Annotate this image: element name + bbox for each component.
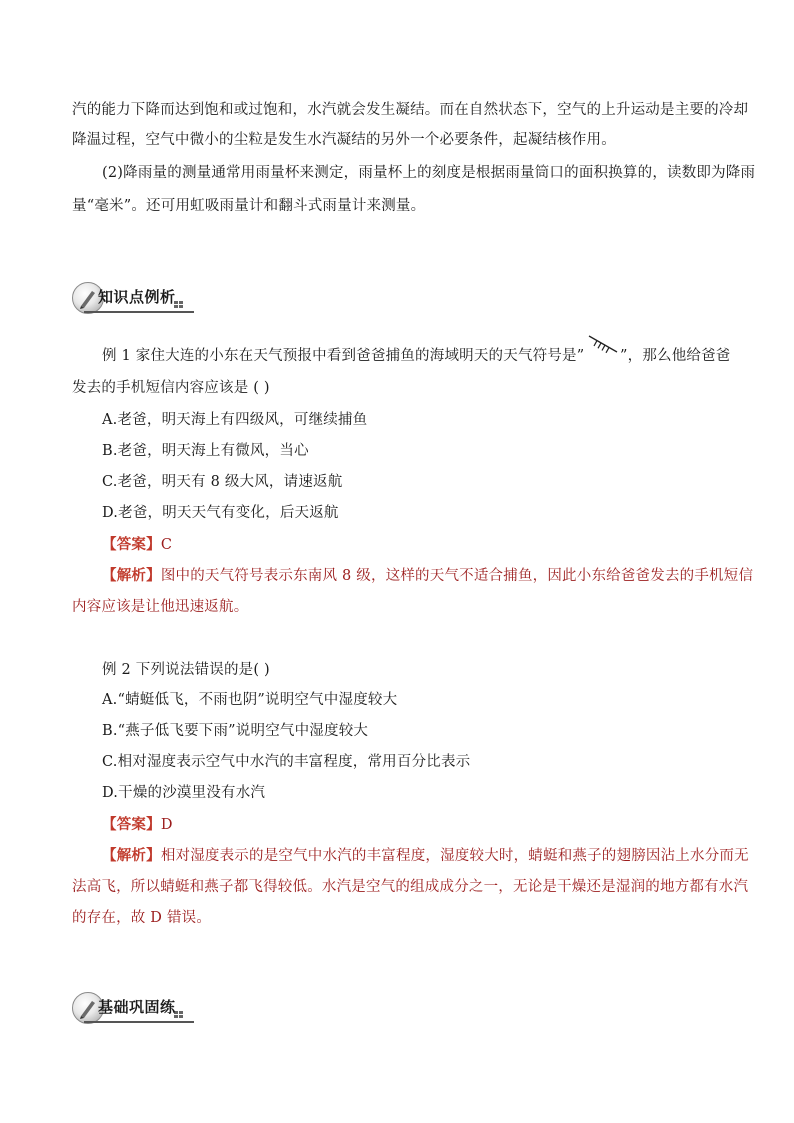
example2-option-d: D.干燥的沙漠里没有水汽	[102, 785, 266, 801]
analysis-text: 相对湿度表示的是空气中水汽的丰富程度，湿度较大时，蜻蜓和燕子的翅膀因沾上水分而无	[160, 848, 749, 864]
intro-line-3: (2)降雨量的测量通常用雨量杯来测定，雨量杯上的刻度是根据雨量筒口的面积换算的，读数即为降雨	[102, 165, 756, 181]
example2-analysis-line1	[102, 846, 749, 866]
example1-question-part2: ”，那么他给爸爸	[620, 348, 731, 364]
section-title: 基础巩固练	[98, 998, 176, 1016]
example2-analysis-line3: 的存在，故 D 错误。	[72, 910, 212, 926]
section-banner-practice	[72, 990, 194, 1024]
intro-line-2: 降温过程，空气中微小的尘粒是发生水汽凝结的另外一个必要条件，起凝结核作用。	[72, 132, 616, 148]
analysis-text: 图中的天气符号表示东南风 8 级，这样的天气不适合捕鱼，因此小东给爸爸发去的手机短信	[160, 568, 754, 584]
example1-option-b: B.老爸，明天海上有微风，当心	[102, 443, 309, 459]
analysis-tag: 【解析】	[102, 567, 161, 584]
example2-option-c: C.相对湿度表示空气中水汽的丰富程度，常用百分比表示	[102, 754, 471, 770]
example2-answer	[102, 815, 173, 835]
intro-line-1: 汽的能力下降而达到饱和或过饱和，水汽就会发生凝结。而在自然状态下，空气的上升运动是主要的冷却	[72, 102, 749, 118]
example1-question-line2: 发去的手机短信内容应该是 ( )	[72, 380, 270, 396]
answer-tag: 【答案】	[102, 816, 161, 833]
example2-question: 例 2 下列说法错误的是( )	[102, 662, 270, 678]
example1-analysis-line1	[102, 566, 753, 586]
weather-wind-symbol-icon	[587, 334, 619, 356]
example1-option-a: A.老爸，明天海上有四级风，可继续捕鱼	[102, 412, 368, 428]
example1-analysis-line2: 内容应该是让他迅速返航。	[72, 599, 249, 615]
section-title: 知识点例析	[98, 288, 176, 306]
example2-option-a: A.“蜻蜓低飞，不雨也阴”说明空气中湿度较大	[102, 692, 398, 708]
banner-underline	[84, 1021, 194, 1023]
example2-option-b: B.“燕子低飞要下雨”说明空气中湿度较大	[102, 723, 369, 739]
example1-answer	[102, 535, 172, 555]
section-banner-knowledge	[72, 280, 194, 314]
intro-line-4: 量“毫米”。还可用虹吸雨量计和翻斗式雨量计来测量。	[72, 198, 426, 214]
example1-option-d: D.老爸，明天天气有变化，后天返航	[102, 505, 339, 521]
answer-value: D	[160, 817, 173, 833]
answer-tag: 【答案】	[102, 536, 161, 553]
example2-analysis-line2: 法高飞，所以蜻蜓和燕子都飞得较低。水汽是空气的组成成分之一，无论是干燥还是湿润的地方都有水汽	[72, 879, 749, 895]
answer-value: C	[160, 537, 173, 553]
analysis-tag: 【解析】	[102, 847, 161, 864]
example1-option-c: C.老爸，明天有 8 级大风，请速返航	[102, 474, 343, 490]
banner-underline	[84, 311, 194, 313]
example1-question-part1: 例 1 家住大连的小东在天气预报中看到爸爸捕鱼的海域明天的天气符号是”	[102, 348, 585, 364]
